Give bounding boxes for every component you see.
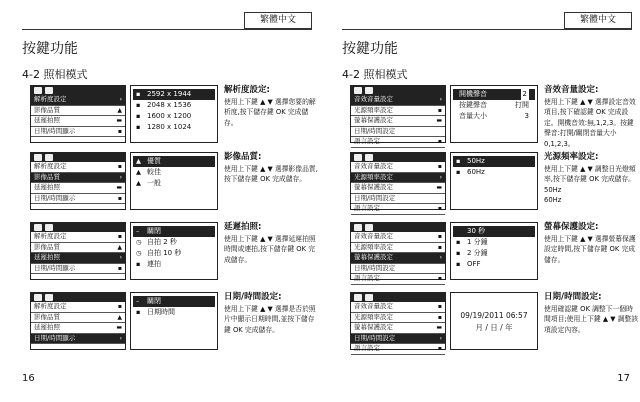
option-label: 一般 [147, 179, 161, 187]
menu-item[interactable]: 日期/時間顯示 ▪ [31, 264, 125, 275]
option-icon: ◷ [136, 249, 142, 257]
menu-item[interactable]: 延遲拍照 ▬ [31, 116, 125, 127]
menu-item[interactable]: 影像品質 › [31, 173, 125, 184]
option-panel [450, 85, 538, 143]
settings-menu [350, 222, 446, 280]
settings-tab-icon[interactable] [365, 294, 373, 301]
menu-item-icon: › [119, 96, 122, 103]
option-item[interactable] [133, 89, 215, 100]
menu-item-icon: ▪ [437, 313, 442, 321]
menu-item[interactable]: 解析度設定 ▪ [31, 162, 125, 173]
camera-tab-icon[interactable] [34, 87, 42, 94]
menu-item-icon: › [119, 334, 122, 342]
instruction-text [224, 152, 318, 185]
volume-value-badge: 打開 [515, 101, 529, 109]
instruction-text [544, 292, 638, 335]
menu-tab-bar [31, 86, 125, 95]
option-icon: ▲ [136, 179, 141, 187]
camera-tab-icon[interactable] [34, 224, 42, 231]
menu-item[interactable]: 螢幕保護設定 ▬ [351, 323, 445, 334]
menu-item-icon: ▪ [437, 345, 442, 352]
camera-tab-icon[interactable] [354, 224, 362, 231]
menu-item-icon: ▪ [437, 163, 442, 170]
menu-tab-bar [31, 153, 125, 162]
settings-menu [350, 152, 446, 210]
instruction-heading: 光源頻率設定: [544, 152, 599, 162]
option-label: 1 分鐘 [467, 238, 488, 246]
volume-setting-label: 按鍵聲音 [459, 101, 487, 109]
option-label: 1280 x 1024 [147, 123, 192, 131]
menu-item-icon: ▪ [117, 303, 122, 310]
instruction-text [544, 222, 638, 265]
settings-tab-icon[interactable] [365, 154, 373, 161]
menu-item[interactable]: 日期/時間顯示 ▪ [31, 194, 125, 205]
settings-tab-icon[interactable] [45, 294, 53, 301]
date-format-label: 月 / 日 / 年 [475, 323, 513, 332]
option-label: OFF [467, 260, 481, 268]
option-item[interactable] [133, 307, 215, 318]
option-label: 2592 x 1944 [147, 90, 192, 98]
menu-item[interactable]: 螢幕保護設定 ▬ [351, 116, 445, 127]
option-icon: ▪ [136, 308, 141, 316]
option-item[interactable] [453, 248, 535, 259]
volume-setting-value [525, 111, 529, 122]
menu-item[interactable]: 語言設定 ▪ [351, 137, 445, 148]
menu-item[interactable]: 螢幕保護設定 ▬ [351, 183, 445, 194]
settings-tab-icon[interactable] [45, 87, 53, 94]
menu-item-icon: ▪ [117, 127, 122, 135]
menu-item[interactable]: 日期/時間顯示 ▪ [31, 127, 125, 138]
option-label: 2 分鐘 [467, 249, 488, 257]
option-icon: – [136, 297, 140, 305]
instruction-heading: 影像品質: [224, 152, 262, 162]
menu-item[interactable]: 日期/時間設定 [351, 194, 445, 205]
instruction-body: 使用上下鍵 ▲ ▼ 選擇設定音效項目,按下確認鍵 OK 完成設定。開機音效:無,1,2,3。按鍵聲音:打開/關閉音量大小 0,1,2,3。 [544, 97, 636, 148]
instruction-text [224, 292, 318, 335]
menu-item-icon: ▪ [437, 205, 442, 212]
option-item[interactable] [453, 237, 535, 248]
menu-item-icon: ▲ [117, 243, 122, 251]
header-rule [342, 29, 632, 30]
instruction-row [350, 85, 640, 148]
option-panel [130, 222, 218, 280]
option-icon: ▪ [456, 168, 461, 176]
menu-item[interactable]: 解析度設定 ▪ [31, 302, 125, 313]
menu-tab-bar [31, 293, 125, 302]
settings-tab-icon[interactable] [45, 154, 53, 161]
date-time-display[interactable] [453, 296, 535, 334]
instruction-heading: 延遲拍照: [224, 222, 262, 232]
menu-item-icon: ▬ [116, 184, 122, 191]
option-item[interactable] [133, 156, 215, 167]
menu-item[interactable]: 延遲拍照 ▬ [31, 183, 125, 194]
menu-item-icon: ▪ [437, 275, 442, 282]
camera-tab-icon[interactable] [354, 294, 362, 301]
instruction-heading: 日期/時間設定: [224, 292, 282, 302]
camera-tab-icon[interactable] [354, 87, 362, 94]
volume-value-badge: 2 [522, 90, 527, 98]
page-number-left: 16 [22, 373, 35, 384]
option-item[interactable] [133, 226, 215, 237]
option-icon: ▪ [136, 112, 141, 120]
volume-value-badge: 3 [524, 112, 529, 120]
menu-item-icon: ▪ [117, 233, 122, 240]
option-label: 30 秒 [467, 227, 486, 235]
instruction-body: 使用上下鍵 ▲ ▼ 選擇影像品質,按下儲存鍵 OK 完成儲存。 [224, 164, 318, 183]
instruction-row [30, 222, 320, 280]
option-panel [450, 152, 538, 210]
option-panel [450, 292, 538, 350]
instruction-body: 使用上下鍵 ▲ ▼ 調整日光燈頻率,按下儲存鍵 OK 完成儲存。 [544, 164, 636, 183]
menu-item-icon: ▬ [116, 324, 122, 331]
option-label: 較佳 [147, 168, 161, 176]
settings-menu [30, 292, 126, 350]
instruction-row [30, 292, 320, 350]
volume-setting-row[interactable] [453, 111, 535, 122]
settings-tab-icon[interactable] [365, 87, 373, 94]
option-panel [130, 152, 218, 210]
instruction-text [544, 152, 638, 206]
option-icon: ▲ [136, 168, 141, 176]
menu-tab-bar [351, 86, 445, 95]
menu-item-icon: › [439, 254, 442, 261]
option-label: 2048 x 1536 [147, 101, 192, 109]
volume-setting-value [515, 100, 529, 111]
option-icon: ▪ [136, 260, 141, 268]
volume-setting-value [521, 89, 529, 100]
menu-item-icon: ▬ [116, 117, 122, 124]
menu-tab-bar [351, 293, 445, 302]
menu-item[interactable]: 解析度設定 › [31, 95, 125, 106]
menu-item[interactable]: 音效音量設定 ▪ [351, 302, 445, 313]
menu-item[interactable]: 螢幕保護設定 › [351, 253, 445, 264]
instruction-extra: 60Hz [544, 196, 562, 204]
menu-item[interactable]: 光源頻率設定 ▪ [351, 106, 445, 117]
option-label: 優質 [147, 157, 161, 165]
option-icon: ▪ [136, 101, 141, 109]
settings-menu [30, 222, 126, 280]
option-item[interactable] [453, 259, 535, 270]
instruction-row [350, 292, 640, 350]
menu-item-icon: ▪ [437, 233, 442, 240]
page-number-right: 17 [617, 373, 630, 384]
menu-item-icon: ▪ [437, 303, 442, 310]
option-label: 60Hz [467, 168, 485, 176]
option-label: 連拍 [147, 260, 161, 268]
menu-item[interactable]: 解析度設定 ▪ [31, 232, 125, 243]
menu-tab-bar [351, 223, 445, 232]
menu-item-icon: ▪ [437, 106, 442, 114]
menu-item[interactable]: 影像品質 ▲ [31, 243, 125, 254]
menu-item-icon: › [439, 173, 442, 181]
option-icon: ▪ [456, 238, 461, 246]
settings-menu [350, 292, 446, 350]
option-label: 自拍 2 秒 [147, 238, 177, 246]
volume-setting-row[interactable] [453, 89, 535, 100]
option-icon: ▲ [136, 157, 141, 165]
menu-item-icon: › [439, 96, 442, 103]
settings-menu [350, 85, 446, 143]
subsection-title: 4-2 照相模式 [342, 68, 408, 81]
option-item[interactable] [133, 122, 215, 133]
page-right [320, 0, 640, 402]
option-icon: ▪ [136, 123, 141, 131]
instruction-text [224, 85, 318, 128]
option-item[interactable] [453, 156, 535, 167]
option-item[interactable] [133, 167, 215, 178]
instruction-body: 使用上下鍵 ▲ ▼ 選擇延遲拍照時間或連拍,按下儲存鍵 OK 完成儲存。 [224, 234, 316, 264]
menu-item[interactable]: 延遲拍照 › [31, 253, 125, 264]
menu-item[interactable]: 語言設定 ▪ [351, 344, 445, 355]
instruction-heading: 日期/時間設定: [544, 292, 602, 302]
menu-item-icon: ▲ [117, 106, 122, 114]
option-icon: ▪ [136, 90, 141, 98]
language-tab: 繁體中文 [564, 12, 632, 29]
volume-setting-row[interactable] [453, 100, 535, 111]
settings-tab-icon[interactable] [45, 224, 53, 231]
menu-item[interactable]: 日期/時間設定 [351, 127, 445, 138]
option-icon: – [136, 227, 140, 235]
camera-tab-icon[interactable] [34, 154, 42, 161]
option-item[interactable] [133, 178, 215, 189]
section-title: 按鍵功能 [22, 41, 78, 57]
section-title: 按鍵功能 [342, 41, 398, 57]
menu-item-icon: ▪ [117, 194, 122, 202]
option-item[interactable] [133, 259, 215, 270]
menu-item[interactable]: 音效音量設定 ▪ [351, 232, 445, 243]
header-rule [22, 29, 312, 30]
menu-item-icon: ▲ [117, 313, 122, 321]
option-panel [130, 85, 218, 143]
menu-item[interactable]: 日期/時間顯示 › [31, 334, 125, 345]
instruction-body: 使用上下鍵 ▲ ▼ 選擇是否於照片中顯示日期時間,並按下儲存鍵 OK 完成儲存。 [224, 304, 316, 334]
menu-item[interactable]: 音效音量設定 ▪ [351, 162, 445, 173]
menu-item[interactable]: 語言設定 ▪ [351, 274, 445, 285]
option-item[interactable] [133, 296, 215, 307]
option-item[interactable] [453, 226, 535, 237]
option-label: 自拍 10 秒 [147, 249, 182, 257]
instruction-row [30, 85, 320, 143]
menu-item[interactable]: 延遲拍照 ▬ [31, 323, 125, 334]
option-label: 關閉 [147, 227, 161, 235]
option-icon: ▪ [456, 260, 461, 268]
menu-item-icon: ▪ [437, 243, 442, 251]
menu-item[interactable]: 光源頻率設定 ▪ [351, 313, 445, 324]
option-panel [450, 222, 538, 280]
menu-item-icon: › [119, 254, 122, 261]
menu-item[interactable]: 光源頻率設定 ▪ [351, 243, 445, 254]
option-label: 1600 x 1200 [147, 112, 192, 120]
settings-tab-icon[interactable] [365, 224, 373, 231]
option-label: 日期時間 [147, 308, 175, 316]
option-icon: ◷ [136, 238, 142, 246]
menu-item-icon: ▬ [436, 324, 442, 331]
menu-item-icon: ▪ [117, 264, 122, 272]
instruction-extra: 50Hz [544, 185, 562, 194]
volume-setting-label: 開機聲音 [459, 90, 487, 98]
option-item[interactable] [453, 167, 535, 178]
date-time-value: 09/19/2011 06:57 [460, 311, 528, 320]
option-icon: ▪ [456, 157, 461, 165]
subsection-title: 4-2 照相模式 [22, 68, 88, 81]
menu-item-icon: ▪ [437, 138, 442, 145]
menu-item-icon: ▬ [436, 117, 442, 124]
option-item[interactable] [133, 248, 215, 259]
instruction-row [350, 152, 640, 210]
instruction-text [224, 222, 318, 265]
camera-tab-icon[interactable] [34, 294, 42, 301]
menu-tab-bar [351, 153, 445, 162]
menu-item[interactable]: 音效音量設定 › [351, 95, 445, 106]
menu-item-icon: ▬ [436, 184, 442, 191]
menu-item[interactable]: 日期/時間設定 › [351, 334, 445, 345]
menu-item[interactable]: 語言設定 ▪ [351, 204, 445, 215]
menu-item[interactable]: 光源頻率設定 › [351, 173, 445, 184]
instruction-row [350, 222, 640, 280]
camera-tab-icon[interactable] [354, 154, 362, 161]
menu-item-icon: › [439, 334, 442, 342]
settings-menu [30, 152, 126, 210]
instruction-row [30, 152, 320, 210]
menu-item[interactable]: 日期/時間設定 [351, 264, 445, 275]
menu-item[interactable]: 影像品質 ▲ [31, 313, 125, 324]
instruction-heading: 螢幕保護設定: [544, 222, 599, 232]
language-tab: 繁體中文 [244, 12, 312, 29]
instruction-body: 使用上下鍵 ▲ ▼ 選擇您要的解析度,按下儲存鍵 OK 完成儲存。 [224, 97, 316, 127]
instruction-body: 使用上下鍵 ▲ ▼ 選擇螢幕保護設定時間,按下儲存鍵 OK 完成儲存。 [544, 234, 636, 264]
menu-tab-bar [31, 223, 125, 232]
menu-item-icon: › [119, 173, 122, 181]
option-label: 關閉 [147, 297, 161, 305]
instruction-text [544, 85, 638, 149]
option-icon: ▪ [456, 249, 461, 257]
option-item[interactable] [133, 111, 215, 122]
menu-item[interactable]: 影像品質 ▲ [31, 106, 125, 117]
option-item[interactable] [133, 100, 215, 111]
instruction-body: 使用確認鍵 OK 調整下一個時間項目;使用上下鍵 ▲ ▼ 調整該項設定內容。 [544, 304, 638, 334]
instruction-heading: 解析度設定: [224, 85, 270, 95]
option-label: 50Hz [467, 157, 485, 165]
instruction-heading: 音效音量設定: [544, 85, 599, 95]
menu-item-icon: ▪ [117, 163, 122, 170]
settings-menu [30, 85, 126, 143]
option-item[interactable] [133, 237, 215, 248]
volume-setting-label: 音量大小 [459, 112, 487, 120]
option-panel [130, 292, 218, 350]
